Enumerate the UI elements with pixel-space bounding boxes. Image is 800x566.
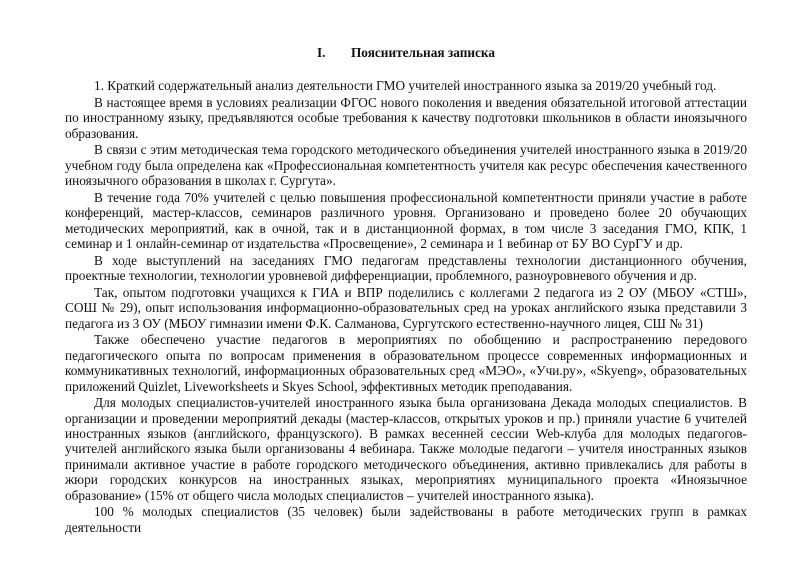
paragraph-young-specialists-groups: 100 % молодых специалистов (35 человек) были задействованы в работе методических групп в рамках деятельности — [65, 504, 747, 535]
section-heading — [65, 45, 747, 61]
paragraph-best-practices: Также обеспечено участие педагогов в мероприятиях по обобщению и распространению передового педагогического опыта по вопросам применения в образовательном процессе современных информационных и коммуникативных технологий, информационных образовательных сред «МЭО», «Учи.ру», «Skyeng», образовательных приложений Quizlet, Liveworksheets и Skyes School, эффективных методик преподавания. — [65, 332, 747, 394]
paragraph-methodical-theme: В связи с этим методическая тема городского методического объединения учителей иностранного языка в 2019/20 учебном году была определена как «Профессиональная компетентность учителя как ресурс обеспечения качественного иноязычного образования в школах г. Сургута». — [65, 142, 747, 189]
paragraph-experience-sharing: Так, опытом подготовки учащихся к ГИА и ВПР поделились с коллегами 2 педагога из 2 ОУ (МБОУ «СТШ», СОШ № 29), опыт использования информационно-образовательных сред на уроках английского языка представили 3 педагога из 3 ОУ (МБОУ гимназии имени Ф.К. Салманова, Сургутского естественно-научного лицея, СШ № 31) — [65, 284, 747, 331]
section-number: I. — [316, 45, 326, 60]
section-title: Пояснительная записка — [350, 45, 496, 60]
paragraph-summary-intro: 1. Краткий содержательный анализ деятельности ГМО учителей иностранного языка за 2019/20 учебный год. — [94, 78, 717, 93]
paragraph-technologies: В ходе выступлений на заседаниях ГМО педагогам представлены технологии дистанционного обучения, проектные технологии, технологии уровневой дифференциации, проблемного, разноуровневого обучения и др. — [65, 252, 747, 284]
paragraph-teacher-participation: В течение года 70% учителей с целью повышения профессиональной компетентности приняли участие в работе конференций, мастер-классов, семинаров различного уровня. Организовано и проведено более 20 обучающих методических мероприятий, как в очной, так и в дистанционной формах, в том числе 3 заседания ГМО, КПК, 1 семинар и 1 онлайн-семинар от издательства «Просвещение», 2 семинара и 1 вебинар от БУ ВО СурГУ и др. — [65, 189, 747, 251]
paragraph-young-specialists: Для молодых специалистов-учителей иностранного языка была организована Декада молодых специалистов. В организации и проведении мероприятий декады (мастер-классов, открытых уроков и пр.) приняли участие 6 учителей иностранных языков (английского, французского). В рамках весенней сессии Web-клуба для молодых педагогов-учителей английского языка были организованы 4 вебинара. Также молодые педагоги – учителя иностранных языков принимали активное участие в работе городского методического объединения, активно привлекались для работы в жюри городских конкурсов на иностранных языках, мероприятиях муниципального проекта «Иноязычное образование» (15% от общего числа молодых специалистов – учителей иностранного языка). — [65, 395, 747, 503]
document-body — [65, 78, 747, 536]
paragraph-fgos-requirements: В настоящее время в условиях реализации ФГОС нового поколения и введения обязательной итоговой аттестации по иностранному языку, предъявляются особые требования к качеству подготовки школьников в области иноязычного образования. — [65, 94, 747, 141]
